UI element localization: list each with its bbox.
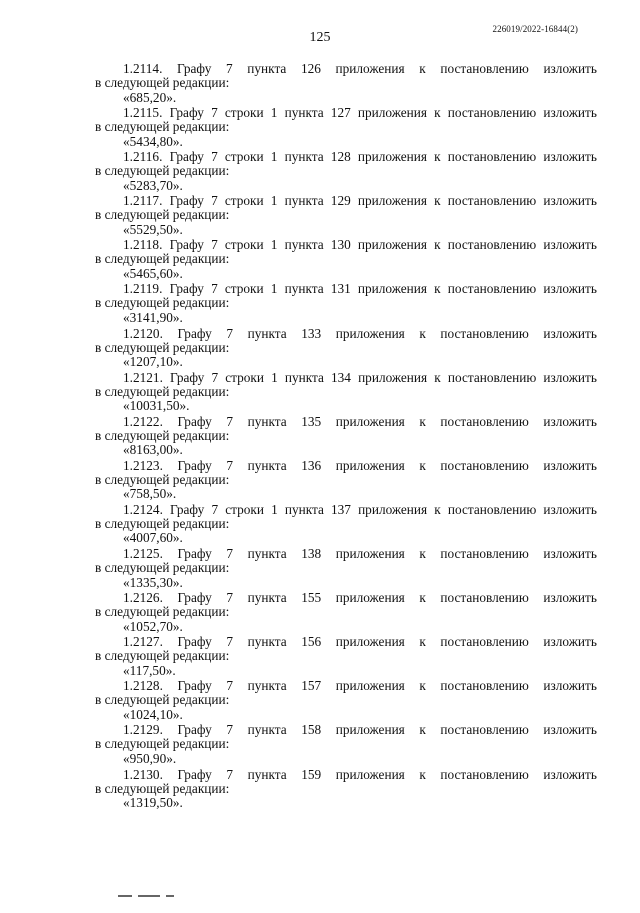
instruction-word: Графу bbox=[177, 413, 212, 429]
instruction-word: Графу bbox=[177, 590, 212, 606]
instruction-word: 1 bbox=[270, 193, 278, 209]
instruction-word: к bbox=[419, 634, 426, 650]
instruction-word: 7 bbox=[211, 193, 218, 209]
instruction-word: строки bbox=[224, 105, 264, 121]
amendment-number: 1.2118. bbox=[123, 237, 163, 253]
instruction-word: приложения bbox=[335, 766, 405, 782]
amendment-item bbox=[95, 237, 597, 281]
amendment-item bbox=[95, 149, 597, 193]
instruction-word: приложения bbox=[357, 281, 428, 297]
instruction-word: пункта bbox=[284, 501, 324, 517]
instruction-word: пункта bbox=[247, 766, 287, 782]
instruction-word: изложить bbox=[543, 722, 597, 738]
instruction-word: 1 bbox=[270, 105, 278, 121]
instruction-word: 7 bbox=[226, 766, 234, 782]
instruction-word: Графу bbox=[169, 149, 204, 165]
instruction-word: Графу bbox=[170, 369, 205, 385]
amendment-number: 1.2121. bbox=[123, 369, 163, 385]
instruction-word: 158 bbox=[301, 722, 322, 738]
instruction-word: изложить bbox=[543, 325, 597, 341]
instruction-word: 134 bbox=[331, 369, 351, 385]
instruction-word: 7 bbox=[226, 590, 234, 606]
instruction-word: приложения bbox=[335, 590, 405, 606]
instruction-word: 7 bbox=[226, 325, 234, 341]
instruction-word: строки bbox=[224, 237, 264, 253]
instruction-word: к bbox=[419, 546, 426, 562]
amendment-continuation: в следующей редакции: bbox=[95, 780, 230, 796]
instruction-word: 7 bbox=[226, 722, 234, 738]
instruction-word: 156 bbox=[301, 634, 322, 650]
amendment-value: «4007,60». bbox=[123, 530, 183, 546]
instruction-word: к bbox=[434, 237, 441, 253]
amendment-number: 1.2119. bbox=[123, 281, 163, 297]
instruction-word: 7 bbox=[226, 678, 234, 694]
amendment-number: 1.2126. bbox=[123, 590, 163, 606]
instruction-word: приложения bbox=[358, 501, 428, 517]
instruction-word: постановлению bbox=[447, 237, 537, 253]
instruction-word: Графу bbox=[177, 457, 212, 473]
amendment-item bbox=[95, 105, 597, 149]
instruction-word: к bbox=[419, 766, 426, 782]
instruction-word: к bbox=[419, 457, 426, 473]
footer-scan-marks bbox=[118, 895, 238, 898]
amendment-item bbox=[95, 678, 597, 722]
amendment-value: «3141,90». bbox=[123, 309, 183, 325]
instruction-word: 135 bbox=[301, 413, 322, 429]
amendment-item bbox=[95, 502, 597, 546]
instruction-word: изложить bbox=[543, 413, 597, 429]
amendment-number: 1.2114. bbox=[123, 61, 163, 76]
instruction-word: Графу bbox=[177, 722, 212, 738]
amendment-item bbox=[95, 546, 597, 590]
amendment-value: «1319,50». bbox=[123, 795, 183, 810]
amendment-value: «5434,80». bbox=[123, 133, 183, 149]
amendment-continuation: в следующей редакции: bbox=[95, 560, 230, 576]
instruction-word: 155 bbox=[301, 590, 322, 606]
instruction-word: 7 bbox=[211, 237, 218, 253]
amendment-continuation: в следующей редакции: bbox=[95, 163, 230, 179]
instruction-word: постановлению bbox=[440, 678, 529, 694]
instruction-word: 129 bbox=[330, 193, 351, 209]
instruction-word: изложить bbox=[543, 546, 597, 562]
page-number: 125 bbox=[309, 30, 331, 45]
instruction-word: 1 bbox=[271, 369, 278, 385]
amendment-continuation: в следующей редакции: bbox=[95, 383, 230, 399]
instruction-word: изложить bbox=[543, 590, 597, 606]
instruction-word: постановлению bbox=[440, 457, 529, 473]
instruction-word: изложить bbox=[543, 457, 597, 473]
instruction-word: пункта bbox=[284, 281, 324, 297]
amendment-continuation: в следующей редакции: bbox=[95, 339, 230, 355]
instruction-word: 7 bbox=[226, 61, 233, 76]
instruction-word: постановлению bbox=[447, 501, 537, 517]
instruction-word: строки bbox=[224, 281, 264, 297]
instruction-word: пункта bbox=[284, 149, 324, 165]
instruction-word: постановлению bbox=[440, 546, 529, 562]
instruction-word: приложения bbox=[335, 457, 405, 473]
amendment-value: «8163,00». bbox=[123, 442, 183, 458]
instruction-word: 159 bbox=[301, 766, 322, 782]
document-body bbox=[95, 61, 597, 811]
instruction-word: изложить bbox=[543, 766, 597, 782]
amendment-number: 1.2115. bbox=[123, 105, 163, 121]
instruction-word: строки bbox=[224, 149, 264, 165]
instruction-word: изложить bbox=[543, 501, 597, 517]
instruction-word: изложить bbox=[543, 237, 597, 253]
instruction-word: 128 bbox=[330, 149, 351, 165]
amendment-value: «10031,50». bbox=[123, 398, 190, 414]
instruction-word: пункта bbox=[247, 678, 287, 694]
instruction-word: постановлению bbox=[447, 193, 537, 209]
instruction-word: приложения bbox=[335, 61, 405, 76]
instruction-word: Графу bbox=[177, 678, 212, 694]
instruction-word: 7 bbox=[211, 105, 218, 121]
instruction-word: пункта bbox=[247, 546, 287, 562]
amendment-continuation: в следующей редакции: bbox=[95, 736, 230, 752]
instruction-word: постановлению bbox=[440, 325, 529, 341]
instruction-word: приложения bbox=[335, 634, 405, 650]
instruction-word: к bbox=[419, 413, 426, 429]
amendment-item bbox=[95, 722, 597, 766]
instruction-word: Графу bbox=[169, 237, 204, 253]
instruction-word: постановлению bbox=[440, 634, 529, 650]
instruction-word: к bbox=[419, 722, 426, 738]
amendment-number: 1.2129. bbox=[123, 722, 163, 738]
instruction-word: пункта bbox=[247, 457, 287, 473]
instruction-word: к bbox=[419, 590, 426, 606]
instruction-word: 1 bbox=[270, 281, 278, 297]
amendment-number: 1.2116. bbox=[123, 149, 163, 165]
instruction-word: 7 bbox=[211, 281, 218, 297]
instruction-word: постановлению bbox=[440, 61, 529, 76]
instruction-word: 7 bbox=[226, 634, 234, 650]
amendment-number: 1.2124. bbox=[123, 501, 163, 517]
instruction-word: Графу bbox=[169, 193, 204, 209]
instruction-word: 136 bbox=[301, 457, 322, 473]
amendment-value: «5283,70». bbox=[123, 177, 183, 193]
amendment-value: «117,50». bbox=[123, 662, 176, 678]
amendment-continuation: в следующей редакции: bbox=[95, 648, 230, 664]
instruction-word: изложить bbox=[543, 634, 597, 650]
amendment-value: «1335,30». bbox=[123, 574, 183, 590]
instruction-word: Графу bbox=[177, 325, 212, 341]
instruction-word: к bbox=[419, 325, 426, 341]
instruction-word: 7 bbox=[211, 501, 219, 517]
instruction-word: приложения bbox=[335, 546, 405, 562]
instruction-word: пункта bbox=[247, 413, 287, 429]
amendment-continuation: в следующей редакции: bbox=[95, 471, 230, 487]
instruction-word: 133 bbox=[301, 325, 322, 341]
amendment-item bbox=[95, 281, 597, 325]
amendment-item bbox=[95, 193, 597, 237]
instruction-word: к bbox=[434, 105, 441, 121]
amendment-item bbox=[95, 458, 597, 502]
instruction-word: 126 bbox=[300, 61, 321, 76]
instruction-word: 1 bbox=[270, 237, 278, 253]
amendment-item bbox=[95, 326, 597, 370]
instruction-word: 137 bbox=[331, 501, 351, 517]
instruction-word: постановлению bbox=[447, 149, 537, 165]
instruction-word: изложить bbox=[543, 281, 597, 297]
instruction-word: изложить bbox=[543, 193, 597, 209]
amendment-continuation: в следующей редакции: bbox=[95, 295, 230, 311]
instruction-word: к bbox=[434, 369, 441, 385]
amendment-number: 1.2123. bbox=[123, 457, 163, 473]
amendment-number: 1.2130. bbox=[123, 766, 163, 782]
amendment-value: «1052,70». bbox=[123, 618, 183, 634]
instruction-word: пункта bbox=[247, 61, 287, 76]
instruction-word: приложения bbox=[335, 325, 405, 341]
instruction-word: постановлению bbox=[447, 105, 537, 121]
instruction-word: пункта bbox=[284, 193, 324, 209]
instruction-word: 7 bbox=[226, 457, 234, 473]
amendment-value: «5529,50». bbox=[123, 221, 183, 237]
instruction-word: постановлению bbox=[447, 369, 537, 385]
instruction-word: 130 bbox=[330, 237, 351, 253]
amendment-value: «758,50». bbox=[123, 486, 177, 502]
instruction-word: приложения bbox=[357, 149, 428, 165]
instruction-word: к bbox=[434, 149, 441, 165]
instruction-word: постановлению bbox=[440, 590, 529, 606]
amendment-item bbox=[95, 414, 597, 458]
instruction-word: Графу bbox=[170, 501, 205, 517]
instruction-word: приложения bbox=[357, 237, 428, 253]
instruction-word: 127 bbox=[330, 105, 351, 121]
instruction-word: к bbox=[419, 678, 426, 694]
amendment-number: 1.2117. bbox=[123, 193, 163, 209]
amendment-item bbox=[95, 590, 597, 634]
instruction-word: постановлению bbox=[447, 281, 537, 297]
instruction-word: Графу bbox=[177, 634, 212, 650]
instruction-word: к bbox=[434, 501, 441, 517]
amendment-continuation: в следующей редакции: bbox=[95, 119, 230, 135]
amendment-continuation: в следующей редакции: bbox=[95, 251, 230, 267]
amendment-continuation: в следующей редакции: bbox=[95, 207, 230, 223]
amendment-value: «1207,10». bbox=[123, 354, 183, 370]
amendment-value: «5465,60». bbox=[123, 265, 183, 281]
instruction-word: 138 bbox=[301, 546, 322, 562]
instruction-word: Графу bbox=[177, 61, 212, 76]
instruction-word: 7 bbox=[226, 413, 234, 429]
instruction-word: пункта bbox=[247, 325, 287, 341]
instruction-word: 1 bbox=[271, 501, 278, 517]
amendment-item bbox=[95, 370, 597, 414]
instruction-word: строки bbox=[224, 193, 264, 209]
amendment-continuation: в следующей редакции: bbox=[95, 427, 230, 443]
instruction-word: пункта bbox=[247, 722, 287, 738]
instruction-word: пункта bbox=[284, 105, 324, 121]
instruction-word: приложения bbox=[357, 105, 428, 121]
instruction-word: 157 bbox=[301, 678, 322, 694]
instruction-word: к bbox=[434, 281, 441, 297]
amendment-item bbox=[95, 767, 597, 811]
instruction-word: к bbox=[434, 193, 441, 209]
instruction-word: пункта bbox=[247, 634, 287, 650]
instruction-word: постановлению bbox=[440, 722, 529, 738]
instruction-word: приложения bbox=[358, 369, 428, 385]
amendment-number: 1.2128. bbox=[123, 678, 163, 694]
instruction-word: Графу bbox=[177, 546, 212, 562]
document-id: 226019/2022-16844(2) bbox=[492, 24, 578, 34]
instruction-word: 7 bbox=[211, 149, 218, 165]
instruction-word: 1 bbox=[270, 149, 278, 165]
instruction-word: Графу bbox=[169, 105, 204, 121]
instruction-word: приложения bbox=[357, 193, 428, 209]
instruction-word: изложить bbox=[543, 678, 597, 694]
amendment-continuation: в следующей редакции: bbox=[95, 515, 230, 531]
amendment-number: 1.2122. bbox=[123, 413, 163, 429]
amendment-item bbox=[95, 634, 597, 678]
instruction-word: 7 bbox=[226, 546, 234, 562]
instruction-word: приложения bbox=[335, 413, 405, 429]
instruction-word: изложить bbox=[543, 105, 597, 121]
amendment-continuation: в следующей редакции: bbox=[95, 604, 230, 620]
instruction-word: Графу bbox=[177, 766, 212, 782]
instruction-word: изложить bbox=[543, 149, 597, 165]
amendment-continuation: в следующей редакции: bbox=[95, 692, 230, 708]
instruction-word: строки bbox=[225, 369, 264, 385]
amendment-number: 1.2127. bbox=[123, 634, 163, 650]
amendment-number: 1.2125. bbox=[123, 546, 163, 562]
instruction-word: изложить bbox=[543, 369, 597, 385]
amendment-value: «685,20». bbox=[123, 89, 177, 105]
instruction-word: 7 bbox=[211, 369, 219, 385]
instruction-word: строки bbox=[225, 501, 264, 517]
amendment-value: «1024,10». bbox=[123, 706, 183, 722]
instruction-word: Графу bbox=[169, 281, 204, 297]
instruction-word: пункта bbox=[284, 237, 324, 253]
amendment-item bbox=[95, 61, 597, 105]
instruction-word: пункта bbox=[284, 369, 324, 385]
instruction-word: приложения bbox=[335, 678, 405, 694]
instruction-word: пункта bbox=[247, 590, 287, 606]
instruction-word: постановлению bbox=[440, 413, 529, 429]
amendment-value: «950,90». bbox=[123, 750, 177, 766]
amendment-number: 1.2120. bbox=[123, 325, 163, 341]
instruction-word: к bbox=[419, 61, 426, 76]
instruction-word: 131 bbox=[330, 281, 351, 297]
amendment-continuation: в следующей редакции: bbox=[95, 75, 230, 90]
instruction-word: постановлению bbox=[440, 766, 529, 782]
instruction-word: приложения bbox=[335, 722, 405, 738]
instruction-word: изложить bbox=[543, 61, 597, 76]
